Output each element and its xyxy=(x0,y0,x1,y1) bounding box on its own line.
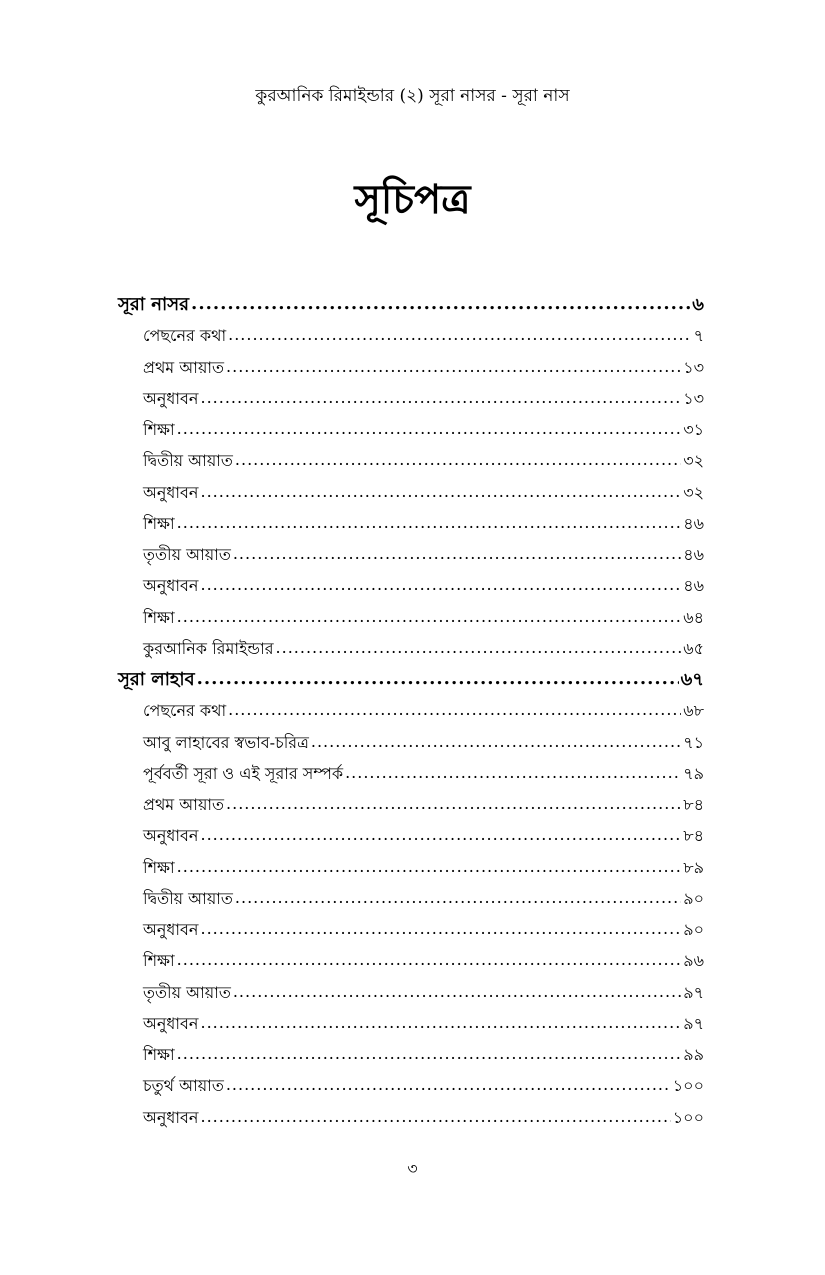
toc-page-number: ১৩ xyxy=(683,357,704,377)
toc-section-row[interactable] xyxy=(118,664,704,695)
toc-entry-row[interactable] xyxy=(118,758,704,789)
toc-entry-row[interactable] xyxy=(118,789,704,820)
toc-label: দ্বিতীয় আয়াত xyxy=(143,888,233,908)
toc-label: অনুধাবন xyxy=(143,1013,199,1033)
toc-page-number: ৭৯ xyxy=(683,763,704,783)
toc-label: শিক্ষা xyxy=(143,857,175,877)
dot-leader xyxy=(235,444,681,475)
toc-page-number: ৬৫ xyxy=(683,638,704,658)
toc-entry-row[interactable] xyxy=(118,1102,704,1133)
toc-label: দ্বিতীয় আয়াত xyxy=(143,451,233,471)
dot-leader xyxy=(226,1069,671,1100)
toc-entry-row[interactable] xyxy=(118,1008,704,1039)
toc-label: প্রথম আয়াত xyxy=(143,795,225,814)
toc-label: তৃতীয় আয়াত xyxy=(143,545,231,564)
toc-label: শিক্ষা xyxy=(143,513,175,533)
toc-label: শিক্ষা xyxy=(143,951,175,971)
toc-page-number: ৯০ xyxy=(683,920,704,939)
dot-leader xyxy=(228,319,691,350)
dot-leader xyxy=(276,632,682,663)
dot-leader xyxy=(191,288,690,319)
toc-label: শিক্ষা xyxy=(143,1045,175,1064)
dot-leader xyxy=(233,538,681,569)
toc-entry-row[interactable] xyxy=(118,945,704,976)
toc-entry-row[interactable] xyxy=(118,477,704,508)
toc-entry-row[interactable] xyxy=(118,727,704,758)
toc-page-number: ৯৭ xyxy=(683,982,704,1002)
toc-label: সূরা লাহাব xyxy=(118,669,195,690)
dot-leader xyxy=(200,476,681,507)
toc-entry-row[interactable] xyxy=(118,977,704,1008)
toc-page-number: ৩২ xyxy=(683,451,704,471)
toc-page-number: ৩১ xyxy=(683,420,704,439)
toc-entry-row[interactable] xyxy=(118,695,704,726)
dot-leader xyxy=(228,694,681,725)
toc-entry-row[interactable] xyxy=(118,633,704,664)
toc-entry-row[interactable] xyxy=(118,1070,704,1101)
dot-leader xyxy=(177,1038,682,1069)
toc-entry-row[interactable] xyxy=(118,508,704,539)
dot-leader xyxy=(226,788,681,819)
toc-page-number: ৯০ xyxy=(683,888,704,908)
page-title: সূচিপত্র xyxy=(354,176,471,223)
toc-page-number: ১০০ xyxy=(672,1107,704,1127)
toc-label: আবু লাহাবের স্বভাব-চরিত্র xyxy=(143,732,309,752)
toc-entry-row[interactable] xyxy=(118,539,704,570)
toc-page-number: ৮৯ xyxy=(683,857,704,877)
running-head: কুরআনিক রিমাইন্ডার (২) সূরা নাসর - সূরা নাস xyxy=(255,86,570,106)
toc-page-number: ১৩ xyxy=(683,388,704,408)
toc-entry-row[interactable] xyxy=(118,414,704,445)
dot-leader xyxy=(177,507,682,538)
toc-entry-row[interactable] xyxy=(118,445,704,476)
toc-label: পেছনের কথা xyxy=(143,701,227,721)
toc-entry-row[interactable] xyxy=(118,352,704,383)
toc-label: কুরআনিক রিমাইন্ডার xyxy=(143,638,274,658)
toc-entry-row[interactable] xyxy=(118,602,704,633)
toc-label: পেছনের কথা xyxy=(143,326,227,346)
dot-leader xyxy=(200,1007,681,1038)
dot-leader xyxy=(235,882,681,913)
dot-leader xyxy=(345,757,681,788)
toc-page-number: ৮৪ xyxy=(683,795,704,814)
toc-page-number: ৯৭ xyxy=(683,1013,704,1033)
toc-entry-row[interactable] xyxy=(118,914,704,945)
dot-leader xyxy=(200,1101,670,1132)
toc-entry-row[interactable] xyxy=(118,820,704,851)
toc-section-row[interactable] xyxy=(118,289,704,320)
toc-entry-row[interactable] xyxy=(118,883,704,914)
toc-page-number: ৯৯ xyxy=(683,1045,704,1064)
table-of-contents xyxy=(118,289,704,1133)
toc-page-number: ৪৬ xyxy=(683,576,704,596)
toc-page-number: ৬৪ xyxy=(683,607,704,627)
toc-label: সূরা নাসর xyxy=(118,294,190,315)
toc-page-number: ৬ xyxy=(692,294,704,315)
dot-leader xyxy=(177,851,682,882)
dot-leader xyxy=(311,726,681,757)
toc-label: অনুধাবন xyxy=(143,1107,199,1127)
toc-page-number: ৯৬ xyxy=(683,951,704,971)
dot-leader xyxy=(200,569,681,600)
toc-label: অনুধাবন xyxy=(143,388,199,408)
dot-leader xyxy=(177,413,682,444)
dot-leader xyxy=(177,601,682,632)
toc-label: অনুধাবন xyxy=(143,920,199,939)
toc-label: চতুর্থ আয়াত xyxy=(143,1076,224,1096)
toc-entry-row[interactable] xyxy=(118,320,704,351)
toc-label: অনুধাবন xyxy=(143,826,199,846)
toc-page-number: ৪৬ xyxy=(683,513,704,533)
toc-label: শিক্ষা xyxy=(143,420,175,439)
toc-page-number: ৩২ xyxy=(683,482,704,502)
toc-page-number: ৬৮ xyxy=(683,701,704,721)
page-number: ৩ xyxy=(407,1159,418,1178)
dot-leader xyxy=(233,976,681,1007)
toc-label: প্রথম আয়াত xyxy=(143,357,225,377)
dot-leader xyxy=(200,382,681,413)
toc-entry-row[interactable] xyxy=(118,1039,704,1070)
toc-entry-row[interactable] xyxy=(118,570,704,601)
dot-leader xyxy=(177,944,682,975)
dot-leader xyxy=(226,351,681,382)
toc-entry-row[interactable] xyxy=(118,383,704,414)
toc-page-number: ৬৭ xyxy=(680,669,704,690)
toc-label: পূর্ববর্তী সূরা ও এই সূরার সম্পর্ক xyxy=(143,763,344,783)
toc-page-number: ৭ xyxy=(693,326,704,346)
toc-page-number: ১০০ xyxy=(672,1076,704,1096)
toc-label: অনুধাবন xyxy=(143,482,199,502)
toc-entry-row[interactable] xyxy=(118,852,704,883)
toc-page-number: ৭১ xyxy=(683,732,704,752)
toc-page-number: ৮৪ xyxy=(683,826,704,846)
dot-leader xyxy=(200,819,681,850)
dot-leader xyxy=(200,913,681,944)
toc-label: অনুধাবন xyxy=(143,576,199,596)
toc-label: তৃতীয় আয়াত xyxy=(143,982,231,1002)
toc-label: শিক্ষা xyxy=(143,607,175,627)
dot-leader xyxy=(197,663,679,694)
toc-page-number: ৪৬ xyxy=(683,545,704,564)
